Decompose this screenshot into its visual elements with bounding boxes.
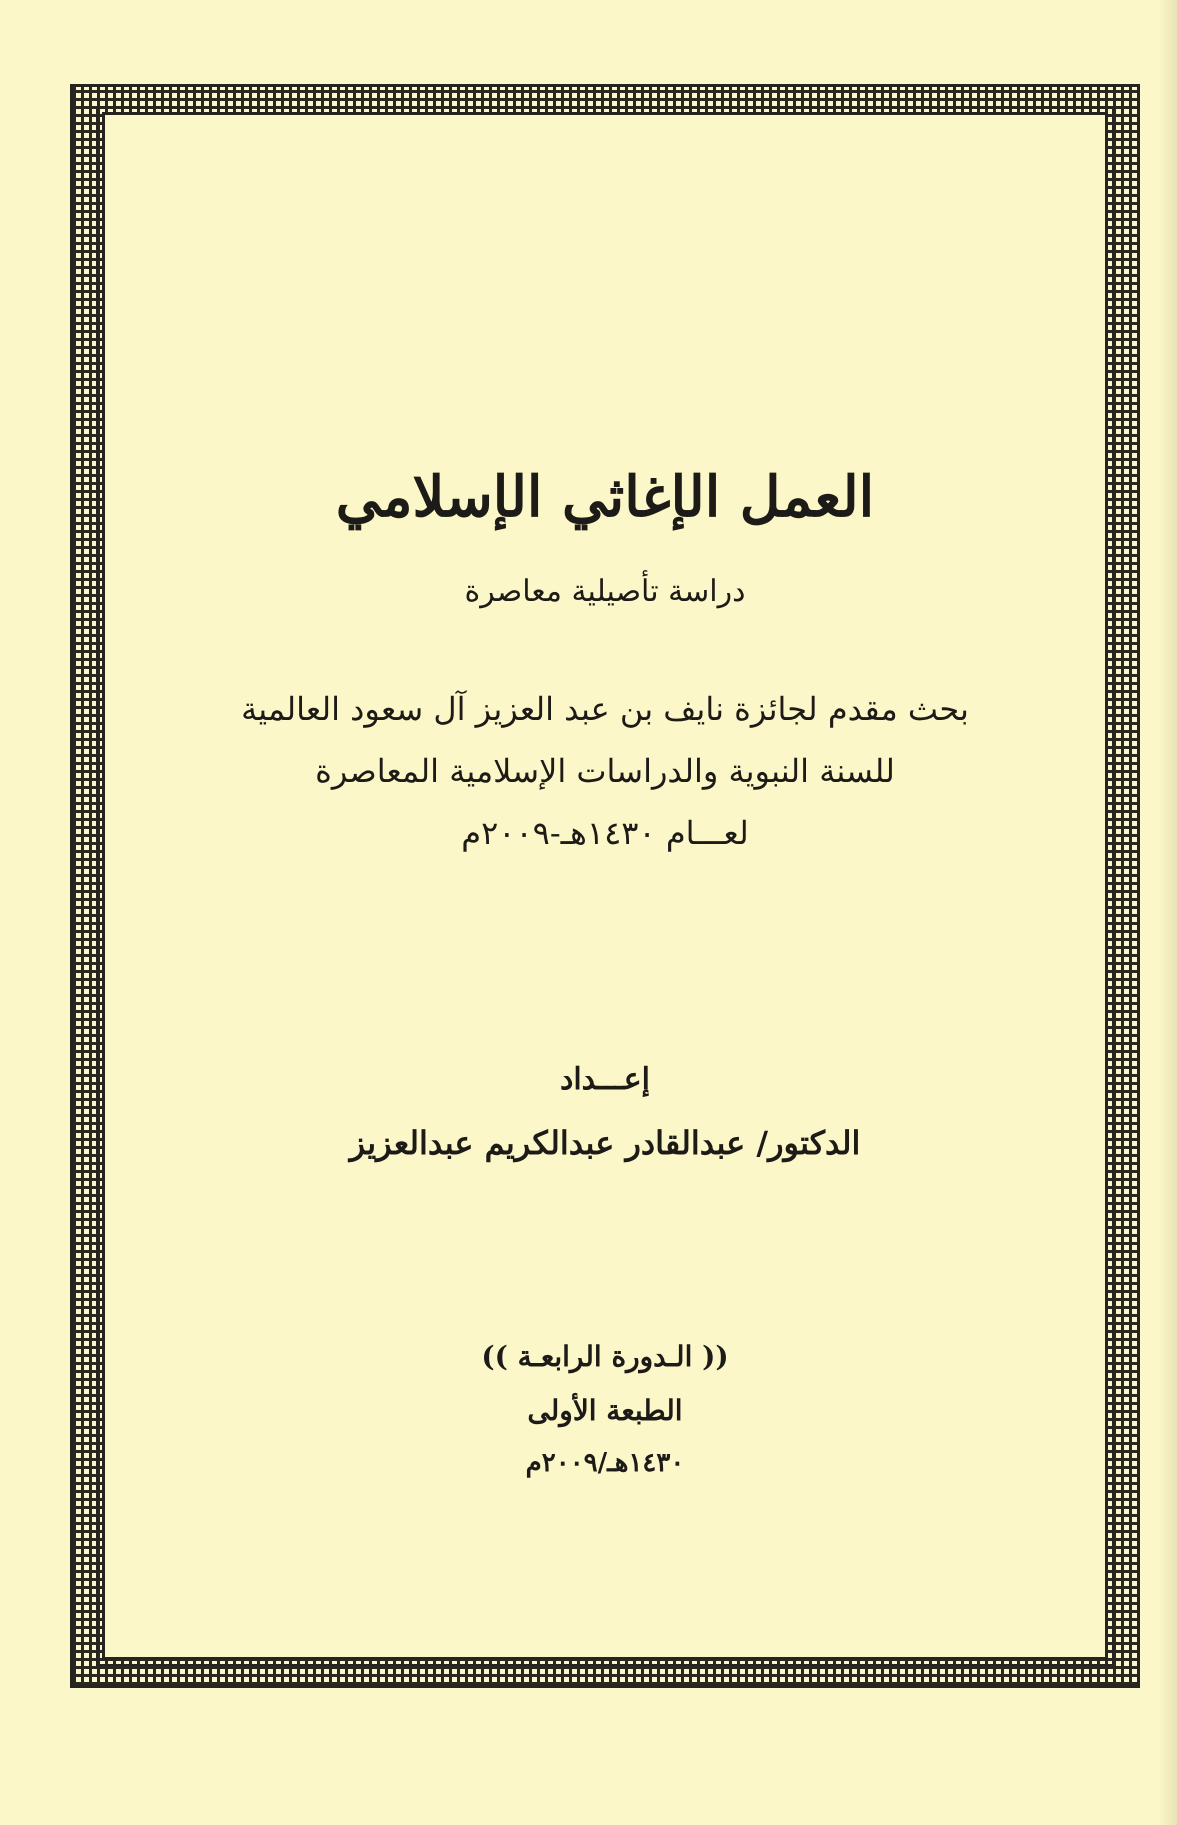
cover-content (102, 112, 1108, 1660)
author-name: الدكتور/ عبدالقادر عبدالكريم عبدالعزيز (349, 1124, 861, 1162)
session-label: (( الـدورة الرابعـة )) (481, 1340, 729, 1373)
description-line-2: للسنة النبوية والدراسات الإسلامية المعاصرة (315, 752, 895, 790)
prepared-by-label: إعـــداد (559, 1062, 651, 1097)
publication-year: ١٤٣٠هـ/٢٠٠٩م (525, 1448, 685, 1478)
scan-edge-shadow (1159, 0, 1177, 1825)
description-line-3: لعـــام ١٤٣٠هـ-٢٠٠٩م (461, 814, 749, 852)
description-line-1: بحث مقدم لجائزة نايف بن عبد العزيز آل سعود العالمية (241, 690, 969, 728)
book-title: العمل الإغاثي الإسلامي (335, 464, 875, 530)
edition-label: الطبعة الأولى (527, 1394, 683, 1427)
book-subtitle: دراسة تأصيلية معاصرة (464, 574, 746, 609)
